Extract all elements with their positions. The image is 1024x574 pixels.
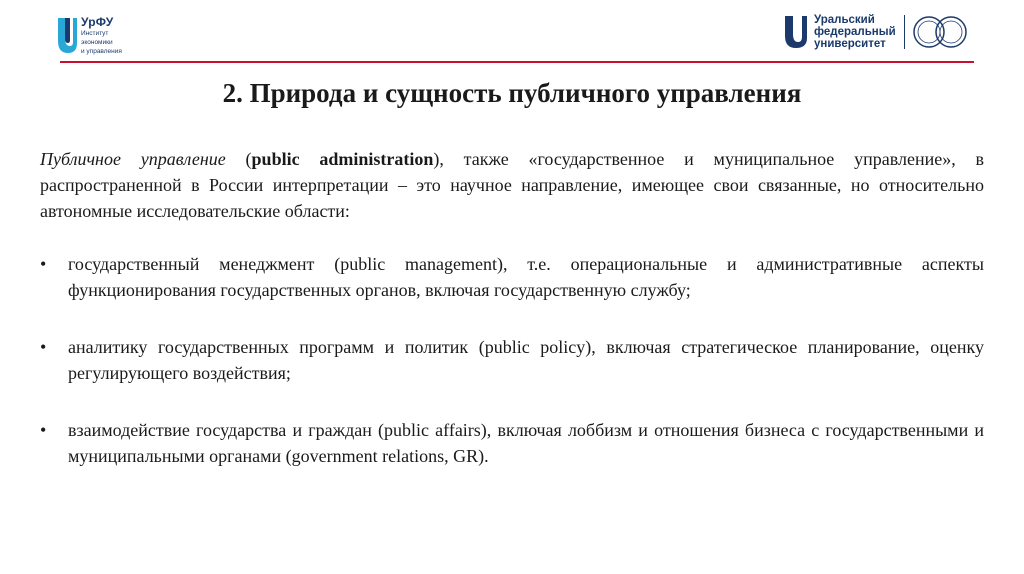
list-item (40, 417, 984, 469)
bullet-marker: • (40, 254, 47, 274)
institute-name-line1: Институт (81, 30, 109, 37)
intro-english-term: public administration (251, 149, 434, 169)
university-name-line1: Уральский (814, 14, 875, 26)
slide-title: 2. Природа и сущность публичного управления (222, 78, 802, 108)
university-name-line3: университет (814, 38, 886, 50)
urfu-u-icon (56, 16, 78, 56)
slide-header (0, 0, 1024, 70)
intro-definition: ), также «государственное и муниципальное управление», в распространенной в России интерпретации – это научное направление, имеющее свои связанные, но относительно автономные исследовательские области: (40, 149, 984, 221)
bullet-marker: • (40, 420, 47, 440)
institute-name-line3: и управления (81, 48, 122, 55)
institute-logo (56, 16, 122, 56)
institute-brand: УрФУ (81, 15, 114, 29)
research-areas-list (40, 251, 984, 469)
university-logo (784, 14, 969, 50)
university-name-line2: федеральный (814, 26, 896, 38)
logo-divider (904, 15, 905, 49)
list-item (40, 251, 984, 303)
institute-name-line2: экономики (81, 39, 113, 46)
list-item-text: государственный менеджмент (public management), т.е. операциональные и административные аспекты функционирования государственных органов, включая государственную службу; (68, 254, 984, 300)
intro-open-paren: ( (225, 149, 252, 169)
urfu-u-icon (784, 14, 808, 50)
intro-paragraph (40, 146, 984, 224)
list-item-text: аналитику государственных программ и политик (public policy), включая стратегическое планирование, оценку регулирующего воздействия; (68, 337, 984, 383)
slide-content (40, 146, 984, 500)
bullet-marker: • (40, 337, 47, 357)
list-item (40, 334, 984, 386)
list-item-text: взаимодействие государства и граждан (public affairs), включая лоббизм и отношения бизнеса с государственными и муниципальными органами (government relations, GR). (68, 420, 984, 466)
anniversary-seal-icon (911, 14, 969, 50)
header-divider-line (60, 61, 974, 63)
intro-term: Публичное управление (40, 149, 226, 169)
